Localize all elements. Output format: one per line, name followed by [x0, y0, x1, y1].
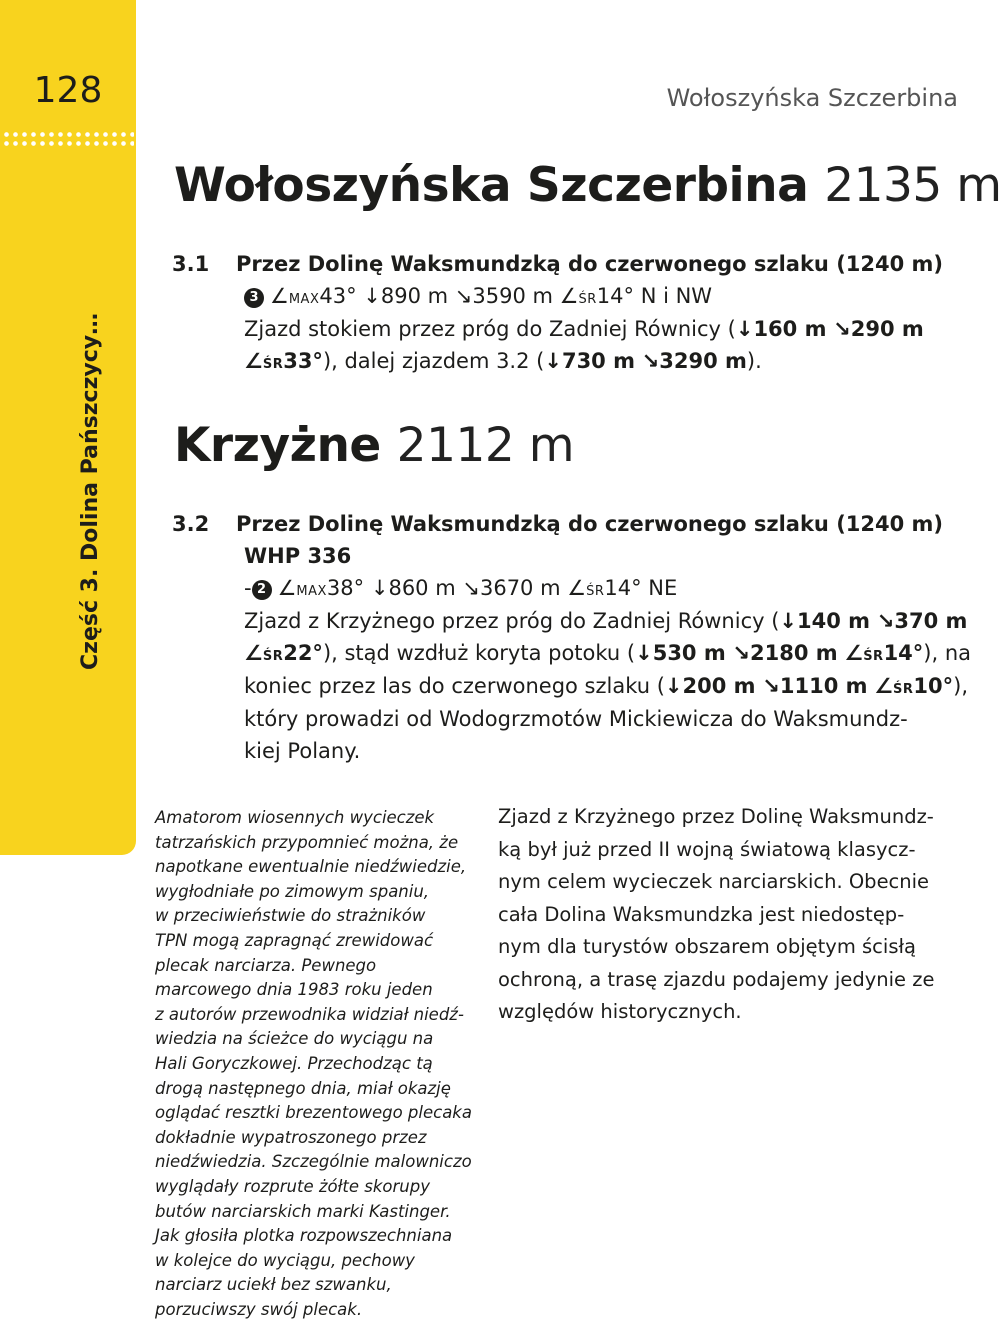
aside-line: marcowego dnia 1983 roku jeden: [155, 980, 433, 1000]
dot-divider: [2, 130, 134, 150]
aside-line: drogą następnego dnia, miał okazję: [155, 1078, 451, 1098]
aside-line: w kolejce do wyciągu, pechowy: [155, 1250, 415, 1270]
difficulty-badge: 3: [244, 288, 264, 308]
desc-text: ), stąd wzdłuż koryta potoku (: [322, 641, 636, 665]
chapter-tab: [0, 0, 136, 855]
avg-value: 14°: [883, 641, 924, 665]
aside-line: plecak narciarza. Pewnego: [155, 955, 377, 975]
max-label: max: [288, 286, 320, 308]
desc-text: koniec przez las do czerwonego szlaku (: [244, 674, 665, 698]
angle-icon: ∠: [567, 576, 587, 600]
avg-label: śr: [893, 676, 914, 698]
aside-line: TPN mogą zapragnąć zrewidować: [155, 930, 434, 950]
descent-value: 140 m: [797, 609, 871, 633]
descent-value: 730 m: [561, 349, 635, 373]
aside-line: napotkane ewentualnie niedźwiedzie,: [155, 857, 467, 877]
route-title: [172, 508, 962, 540]
note-line: Zjazd z Krzyżnego przez Dolinę Waksmundz-: [498, 805, 934, 828]
route-section: [172, 508, 972, 767]
desc-text: ), na: [923, 641, 972, 665]
distance-value: 1110 m: [779, 674, 868, 698]
peak-name: Krzyżne: [174, 418, 381, 473]
avg-label: śr: [586, 578, 605, 600]
aside-line: Hali Goryczkowej. Przechodząc tą: [155, 1053, 433, 1073]
distance-value: 3670 m: [479, 576, 561, 600]
aside-line: butów narciarskich marki Kastinger.: [155, 1201, 451, 1221]
difficulty-scale: WHP 336: [244, 544, 352, 568]
exposure: NE: [648, 576, 678, 600]
route-title-text: Przez Dolinę Waksmundzką do czerwonego szlaku (1240 m): [236, 512, 944, 536]
distance-value: 290 m: [850, 317, 924, 341]
descent-value: 860 m: [388, 576, 456, 600]
angle-icon: ∠: [270, 284, 289, 308]
aside-line: dokładnie wypatroszonego przez: [155, 1127, 427, 1147]
descent-value: 200 m: [682, 674, 756, 698]
route-description: [244, 313, 962, 378]
route-number: 3.1: [172, 252, 210, 276]
route-number: 3.2: [172, 512, 210, 536]
running-header: Wołoszyńska Szczerbina: [666, 84, 958, 112]
peak-elevation: 2112 m: [396, 418, 575, 473]
aside-line: wiedzia na ścieżce do wyciągu na: [155, 1029, 434, 1049]
avg-value: 33°: [283, 349, 323, 373]
avg-label: śr: [262, 351, 284, 373]
descent-arrow-icon: ↓: [370, 576, 389, 600]
descent-arrow-icon: ↓: [363, 284, 381, 308]
angle-icon: ∠: [559, 284, 579, 308]
descent-arrow-icon: ↓: [664, 674, 683, 698]
route-title: [172, 248, 962, 280]
avg-label: śr: [863, 643, 884, 665]
distance-value: 3290 m: [659, 349, 747, 373]
aside-line: tatrzańskich przypomnieć można, że: [155, 832, 459, 852]
peak-heading: [174, 158, 1002, 213]
angle-icon: ∠: [244, 641, 263, 665]
distance-arrow-icon: ↘: [762, 674, 780, 698]
aside-line: narciarz uciekł bez szwanku,: [155, 1275, 392, 1295]
difficulty-prefix: -: [244, 576, 252, 600]
distance-arrow-icon: ↘: [462, 576, 480, 600]
desc-text: Zjazd z Krzyżnego przez próg do Zadniej Równicy (: [244, 609, 780, 633]
aside-line: Amatorom wiosennych wycieczek: [155, 808, 435, 827]
descent-arrow-icon: ↓: [735, 317, 754, 341]
avg-value: 22°: [283, 641, 323, 665]
aside-line: z autorów przewodnika widział niedź-: [155, 1004, 464, 1024]
note-line: ochroną, a trasę zjazdu podajemy jedynie ze: [498, 967, 935, 991]
avg-label: śr: [578, 286, 597, 308]
aside-line: niedźwiedzia. Szczególnie malowniczo: [155, 1152, 472, 1172]
distance-arrow-icon: ↘: [641, 349, 660, 373]
note-line: nym dla turystów obszarem objętym ścisłą: [498, 935, 916, 958]
distance-arrow-icon: ↘: [732, 641, 751, 665]
distance-value: 2180 m: [750, 641, 838, 665]
peak-heading: [174, 418, 574, 473]
desc-text: kiej Polany.: [244, 739, 361, 763]
avg-value: 14°: [604, 576, 642, 600]
avg-label: śr: [262, 643, 284, 665]
exposure: N i NW: [640, 284, 713, 308]
note-line: cała Dolina Waksmundzka jest niedostęp-: [498, 902, 905, 926]
avg-value: 10°: [913, 674, 954, 698]
distance-arrow-icon: ↘: [454, 284, 473, 308]
max-value: 38°: [326, 576, 365, 600]
distance-arrow-icon: ↘: [876, 609, 895, 633]
descent-value: 890 m: [380, 284, 449, 308]
aside-line: wyglądały rozprute żółte skorupy: [155, 1176, 430, 1196]
route-description: [244, 605, 972, 767]
route-stats: [244, 280, 962, 313]
peak-name: Wołoszyńska Szczerbina: [174, 158, 809, 213]
note-line: nym celem wycieczek narciarskich. Obecnie: [498, 870, 930, 893]
descent-value: 530 m: [652, 641, 726, 665]
difficulty-badge: 2: [252, 580, 272, 600]
distance-arrow-icon: ↘: [833, 317, 851, 341]
historical-note: [498, 801, 960, 1029]
distance-value: 370 m: [894, 609, 968, 633]
page-number: 128: [33, 70, 103, 111]
route-section: [172, 248, 962, 378]
sidebar-anecdote: [155, 806, 485, 1322]
aside-line: w przeciwieństwie do strażników: [155, 906, 426, 926]
descent-arrow-icon: ↓: [779, 609, 798, 633]
angle-icon: ∠: [277, 576, 297, 600]
aside-line: Jak głosiła plotka rozpowszechniana: [155, 1226, 453, 1246]
desc-text: Zjazd stokiem przez próg do Zadniej Równicy (: [244, 317, 736, 341]
descent-arrow-icon: ↓: [635, 641, 653, 665]
angle-icon: ∠: [244, 349, 263, 373]
peak-elevation: 2135 m: [824, 158, 1002, 213]
max-value: 43°: [319, 284, 357, 308]
aside-line: porzuciwszy swój plecak.: [155, 1299, 363, 1319]
desc-text: ).: [746, 349, 762, 373]
descent-arrow-icon: ↓: [544, 349, 562, 373]
note-line: ką był już przed II wojną światową klasycz-: [498, 837, 916, 861]
route-stats: [244, 572, 962, 605]
max-label: max: [296, 578, 327, 600]
route-title-text: Przez Dolinę Waksmundzką do czerwonego szlaku (1240 m): [236, 252, 944, 276]
aside-line: oglądać resztki brezentowego plecaka: [155, 1103, 472, 1123]
aside-line: wygłodniałe po zimowym spaniu,: [155, 881, 430, 901]
desc-text: ), dalej zjazdem 3.2 (: [322, 349, 545, 373]
desc-text: który prowadzi od Wodogrzmotów Mickiewicza do Waksmundz-: [244, 707, 908, 731]
note-line: względów historycznych.: [498, 1000, 742, 1023]
desc-text: ),: [953, 674, 968, 698]
descent-value: 160 m: [753, 317, 827, 341]
distance-value: 3590 m: [472, 284, 553, 308]
angle-icon: ∠: [874, 674, 894, 698]
avg-value: 14°: [596, 284, 635, 308]
chapter-title: Część 3. Dolina Pańszczycy…: [78, 312, 103, 670]
angle-icon: ∠: [844, 641, 864, 665]
